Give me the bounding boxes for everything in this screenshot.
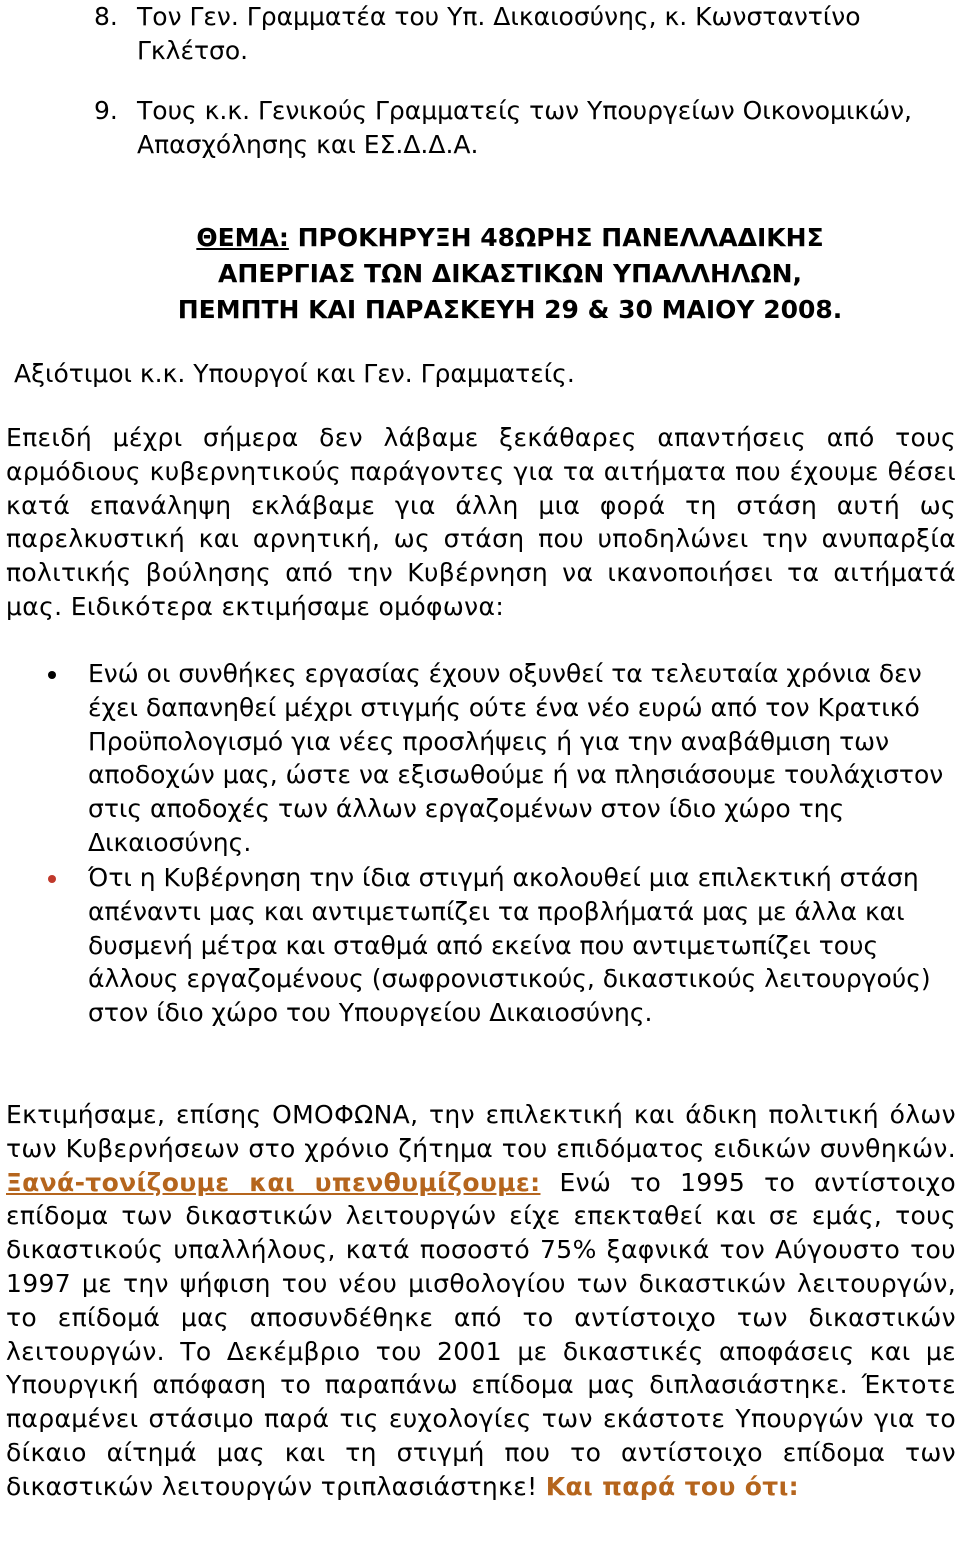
subject-line-1-text: ΠΡΟΚΗΡΥΞΗ 48ΩΡΗΣ ΠΑΝΕΛΛΑΔΙΚΗΣ	[288, 223, 824, 252]
bullet-text: Ότι η Κυβέρνηση την ίδια στιγμή ακολουθεί μια επιλεκτική στάση απέναντι μας και αντιμετωπίζει τα προβλήματά μας με άλλα και δυσμενή μέτρα και σταθμά από εκείνα που αντιμετωπίζει τους άλλους εργαζομένους (σωφρονιστικούς, δικαστικούς λειτουργούς) στον ίδιο χώρο του Υπουργείου Δικαιοσύνης.	[88, 863, 931, 1028]
paragraph-2-body: Ενώ το 1995 το αντίστοιχο επίδομα των δικαστικών λειτουργών είχε επεκταθεί και σε εμάς, τους δικαστικούς υπαλλήλους, κατά ποσοστό 75% ξαφνικά τον Αύγουστο του 1997 με την ψήφιση του νέου μισθολογίου των δικαστικών λειτουργών, το επίδομά μας αποσυνδέθηκε από το αντίστοιχο των δικαστικών λειτουργών. Το Δεκέμβριο του 2001 με δικαστικές αποφάσεις και με Υπουργική απόφαση το παραπάνω επίδομα μας διπλασιάστηκε. Έκτοτε παραμένει στάσιμο παρά τις ευχολογίες των εκάστοτε Υπουργών για το δίκαιο αίτημά μας και τη στιγμή που το αντίστοιχο επίδομα των δικαστικών λειτουργών τριπλασιάστηκε!	[6, 1167, 956, 1501]
paragraph-2	[6, 1098, 956, 1504]
salutation: Αξιότιμοι κ.κ. Υπουργοί και Γεν. Γραμματείς.	[14, 359, 575, 388]
paragraph-2-intro: Εκτιμήσαμε, επίσης ΟΜΟΦΩΝΑ, την επιλεκτική και άδικη πολιτική όλων των Κυβερνήσεων στο χρόνιο ζήτημα του επιδόματος ειδικών συνθηκών.	[6, 1100, 956, 1163]
recipient-text: Τον Γεν. Γραμματέα του Υπ. Δικαιοσύνης, κ. Κωνσταντίνο Γκλέτσο.	[137, 2, 861, 65]
emphasis-reminder: Ξανά-τονίζουμε και υπενθυμίζουμε:	[6, 1167, 541, 1197]
bullet-dot-icon	[48, 875, 56, 883]
emphasis-ending: Και παρά του ότι:	[545, 1471, 800, 1501]
bullet-item	[88, 657, 948, 860]
bullet-text: Ενώ οι συνθήκες εργασίας έχουν οξυνθεί τα τελευταία χρόνια δεν έχει δαπανηθεί μέχρι στιγμής ούτε ένα νέο ευρώ από τον Κρατικό Προϋπολογισμό για νέες προσλήψεις ή για την αναβάθμιση των αποδοχών μας, ώστε να εξισωθούμε ή να πλησιάσουμε τουλάχιστον στις αποδοχές των άλλων εργαζομένων στον ίδιο χώρο της Δικαιοσύνης.	[88, 659, 944, 857]
subject-heading	[100, 220, 920, 328]
paragraph-1: Επειδή μέχρι σήμερα δεν λάβαμε ξεκάθαρες απαντήσεις από τους αρμόδιους κυβερνητικούς παράγοντες για τα αιτήματα που έχουμε θέσει κατά επανάληψη εκλάβαμε για άλλη μια φορά τη στάση αυτή ως παρελκυστική και αρνητική, ως στάση που υποδηλώνει την ανυπαρξία πολιτικής βούλησης από την Κυβέρνηση να ικανοποιήσει τα αιτήματά μας. Ειδικότερα εκτιμήσαμε ομόφωνα:	[6, 423, 956, 621]
list-number: 9.	[94, 96, 118, 125]
bullet-dot-icon	[48, 671, 56, 679]
list-number: 8.	[94, 2, 118, 31]
subject-line-3: ΠΕΜΠΤΗ ΚΑΙ ΠΑΡΑΣΚΕΥΗ 29 & 30 ΜΑΙΟΥ 2008.	[177, 295, 843, 324]
recipient-text: Τους κ.κ. Γενικούς Γραμματείς των Υπουργείων Οικονομικών, Απασχόλησης και ΕΣ.Δ.Δ.Α.	[137, 96, 912, 159]
bullet-item	[88, 861, 948, 1030]
subject-line-2: ΑΠΕΡΓΙΑΣ ΤΩΝ ΔΙΚΑΣΤΙΚΩΝ ΥΠΑΛΛΗΛΩΝ,	[217, 259, 803, 288]
subject-label: ΘΕΜΑ:	[196, 223, 289, 252]
subject-line-1	[100, 220, 920, 256]
